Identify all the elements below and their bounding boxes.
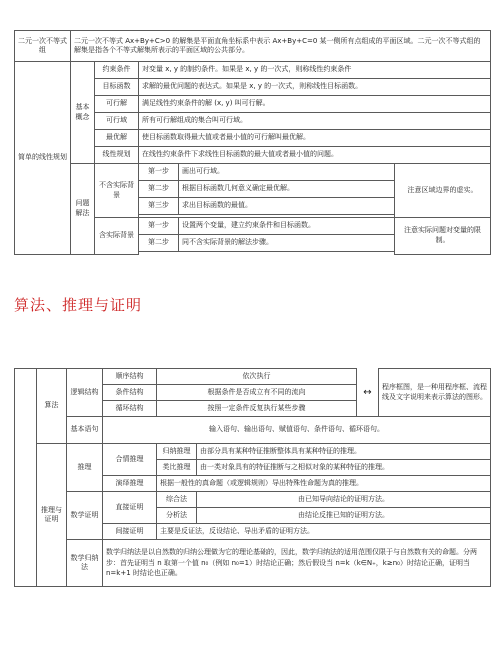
linear-programming-label: 简单的线性规划	[15, 62, 71, 255]
basic-statements-text: 输入语句、输出语句、赋值语句、条件语句、循环语句。	[103, 417, 491, 444]
reasoning-type-name: 类比推理	[157, 460, 197, 476]
basic-statements-label: 基本语句	[67, 417, 103, 444]
proof-label: 推理与证明	[37, 444, 67, 587]
logic-structure-label: 逻辑结构	[67, 369, 103, 417]
step-desc: 求出目标函数的最值。	[179, 198, 395, 215]
deductive-reasoning-desc: 根据一般性的真命题（或逻辑规则）导出特殊性命题为真的推理。	[157, 476, 491, 492]
concept-term: 最优解	[95, 130, 139, 147]
proof-method-name: 分析法	[157, 508, 197, 524]
step-label: 第二步	[139, 235, 179, 252]
structure-name: 循环结构	[103, 401, 157, 417]
inequality-system-label: 二元一次不等式组	[15, 31, 71, 62]
structure-desc: 按照一定条件反复执行某些步骤	[157, 401, 357, 417]
step-desc: 画出可行域。	[179, 164, 395, 181]
concept-desc: 满足线性约束条件的解 (x, y) 叫可行解。	[139, 96, 491, 113]
math-induction-label: 数学归纳法	[67, 540, 103, 587]
problem-solving-label: 问题解法	[71, 164, 95, 255]
math-induction-text: 数学归纳法是以自然数的归纳公理做为它的理论基础的，因此，数学归纳法的适用范围仅限于与自然数有关的命题。分两步：首先证明当 n 取第一个值 n₀（例如 n₀=1）时结论正确；然后假设当 n=k（k∈N₊，k≥n₀）时结论正确，证明当 n=k+1 时结论也正确。	[103, 540, 491, 587]
step-label: 第一步	[139, 164, 179, 181]
structure-desc: 依次执行	[157, 369, 357, 385]
section-title: 算法、推理与证明	[14, 296, 143, 314]
linear-programming-table	[14, 30, 491, 255]
indirect-proof-name: 间接证明	[103, 524, 157, 540]
deductive-reasoning-name: 演绎推理	[103, 476, 157, 492]
basic-concepts-label: 基本概念	[71, 62, 95, 164]
concept-desc: 所有可行解组成的集合叫可行域。	[139, 113, 491, 130]
structure-name: 条件结构	[103, 385, 157, 401]
step-label: 第一步	[139, 218, 179, 235]
with-background-note: 注意实际问题对变量的限制。	[395, 218, 491, 255]
reasoning-type-desc: 由一类对象具有的特征推断与之相似对象的某种特征的推理。	[197, 460, 491, 476]
concept-term: 可行域	[95, 113, 139, 130]
no-background-label: 不含实际背景	[95, 164, 139, 218]
step-label: 第三步	[139, 198, 179, 215]
concept-term: 线性规划	[95, 147, 139, 164]
concept-term: 可行解	[95, 96, 139, 113]
flowchart-note: 程序框图，是一种用程序框、流程线及文字说明来表示算法的图形。	[379, 369, 491, 417]
concept-term: 目标函数	[95, 79, 139, 96]
direct-proof-label: 直接证明	[103, 492, 157, 524]
reasoning-label: 推理	[67, 444, 103, 492]
reasoning-type-desc: 由部分具有某种特征推断整体具有某种特征的推理。	[197, 444, 491, 460]
step-desc: 根据目标函数几何意义确定最优解。	[179, 181, 395, 198]
step-label: 第二步	[139, 181, 179, 198]
step-desc: 同不含实际背景的解法步骤。	[179, 235, 395, 252]
concept-term: 约束条件	[95, 62, 139, 79]
math-proof-label: 数学证明	[67, 492, 103, 540]
algorithm-label: 算法	[37, 369, 67, 444]
proof-method-desc: 由已知导向结论的证明方法。	[197, 492, 491, 508]
double-arrow-icon: ↔	[363, 386, 372, 398]
inequality-system-text: 二元一次不等式 Ax+By+C>0 的解集是平面直角坐标系中表示 Ax+By+C=0 某一侧所有点组成的平面区域。二元一次不等式组的解集是指各个不等式解集所表示的平面区域的公共部分。	[71, 31, 491, 62]
proof-method-desc: 由结论反推已知的证明方法。	[197, 508, 491, 524]
with-background-label: 含实际背景	[95, 218, 139, 255]
concept-desc: 求解的最优问题的表达式。如果是 x, y 的一次式，则称线性目标函数。	[139, 79, 491, 96]
reasoning-type-name: 归纳推理	[157, 444, 197, 460]
step-desc: 设置两个变量，建立约束条件和目标函数。	[179, 218, 395, 235]
concept-desc: 在线性约束条件下求线性目标函数的最大值或者最小值的问题。	[139, 147, 491, 164]
no-background-note: 注意区域边界的虚实。	[395, 164, 491, 218]
indirect-proof-desc: 主要是反证法，反设结论、导出矛盾的证明方法。	[157, 524, 491, 540]
proof-method-name: 综合法	[157, 492, 197, 508]
structure-name: 顺序结构	[103, 369, 157, 385]
concept-desc: 使目标函数取得最大值或者最小值的可行解叫最优解。	[139, 130, 491, 147]
concept-desc: 对变量 x, y 的制约条件。如果是 x, y 的一次式，则称线性约束条件	[139, 62, 491, 79]
algorithm-proof-table	[14, 368, 491, 587]
structure-desc: 根据条件是否成立有不同的流向	[157, 385, 357, 401]
plausible-reasoning-label: 合情推理	[103, 444, 157, 476]
